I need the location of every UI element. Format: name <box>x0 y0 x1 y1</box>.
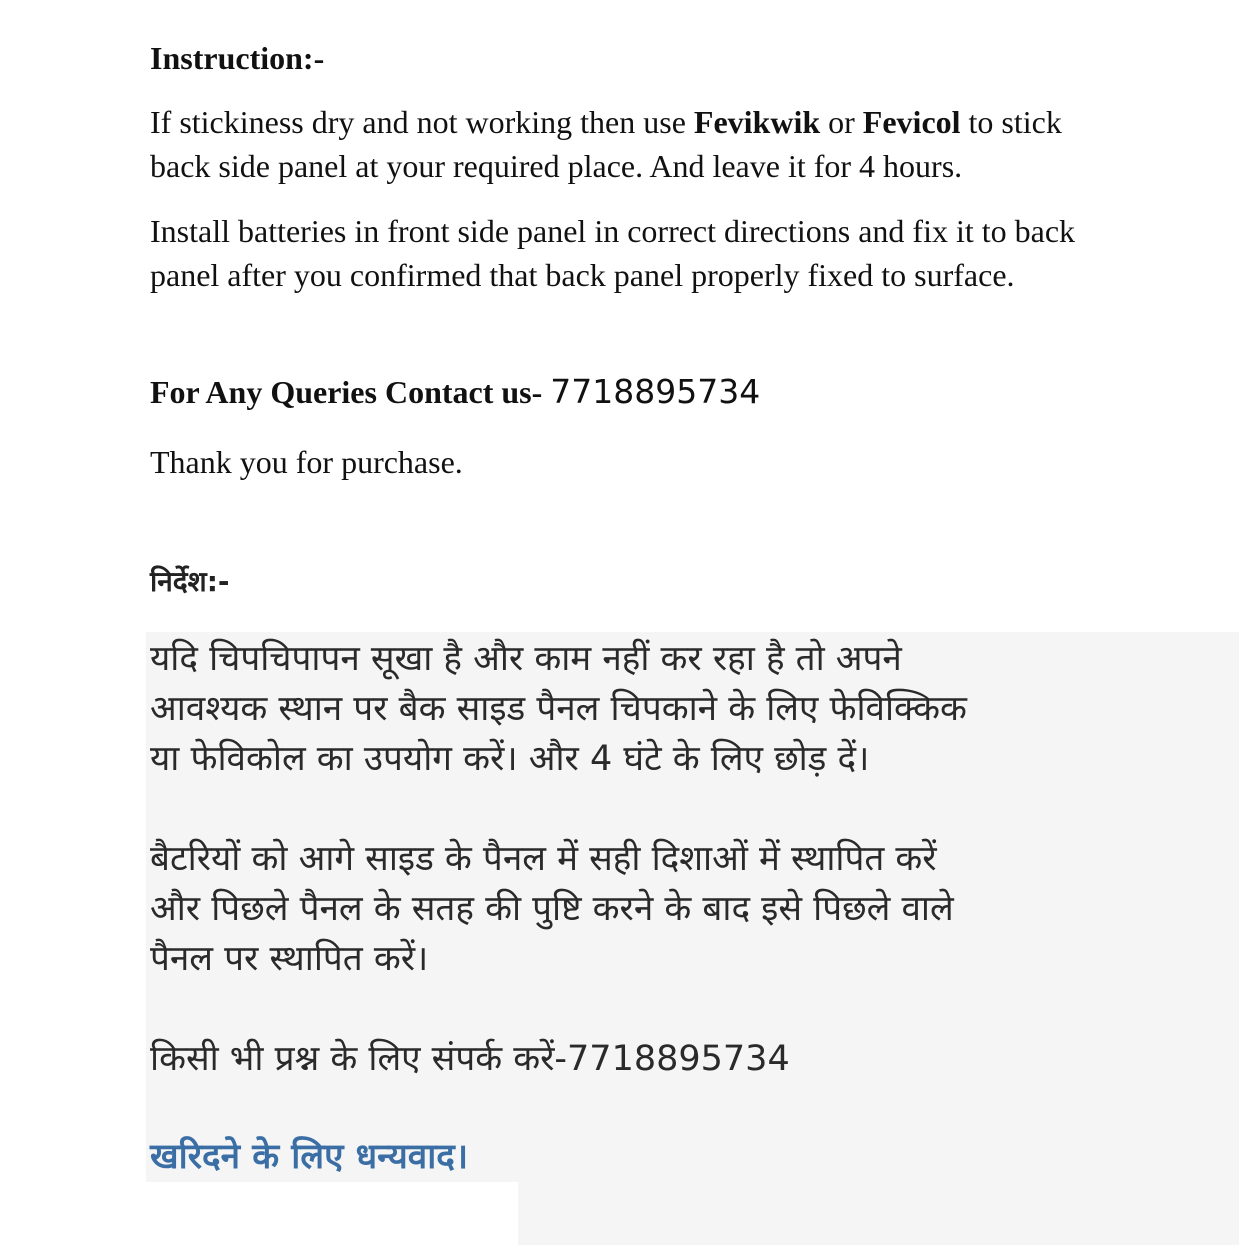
contact-phone: 7718895734 <box>550 372 761 411</box>
hindi-line: पैनल पर स्थापित करें। <box>150 939 429 979</box>
english-paragraph-adhesive <box>150 100 1110 188</box>
hindi-instruction-heading: निर्देश:- <box>150 565 230 598</box>
brand-fevicol: Fevicol <box>862 104 961 140</box>
paragraph-text: to stick back side panel at your required place. And leave it for 4 hours. <box>150 104 1062 184</box>
english-thank-you: Thank you for purchase. <box>150 444 463 480</box>
hindi-paragraph-batteries <box>150 834 1210 984</box>
background-corner <box>146 1182 518 1245</box>
hindi-paragraph-adhesive <box>150 634 1210 784</box>
hindi-line: और पिछले पैनल के सतह की पुष्टि करने के बाद इसे पिछले वाले <box>150 889 954 929</box>
hindi-contact-line: किसी भी प्रश्न के लिए संपर्क करें-7718895734 <box>150 1039 790 1079</box>
hindi-line: या फेविकोल का उपयोग करें। और 4 घंटे के लिए छोड़ दें। <box>150 739 870 779</box>
hindi-thank-you: खरिदने के लिए धन्यवाद। <box>150 1137 469 1177</box>
paragraph-text: or <box>820 104 863 140</box>
english-instruction-heading: Instruction:- <box>150 40 325 76</box>
hindi-line: यदि चिपचिपापन सूखा है और काम नहीं कर रहा है तो अपने <box>150 639 902 679</box>
paragraph-text: If stickiness dry and not working then use <box>150 104 694 140</box>
english-contact-line <box>150 370 760 414</box>
hindi-line: आवश्यक स्थान पर बैक साइड पैनल चिपकाने के लिए फेविक्किक <box>150 689 967 729</box>
brand-fevikwik: Fevikwik <box>693 104 821 140</box>
hindi-line: बैटरियों को आगे साइड के पैनल में सही दिशाओं में स्थापित करें <box>150 839 937 879</box>
english-paragraph-batteries: Install batteries in front side panel in correct directions and fix it to back panel after you confirmed that back panel properly fixed to surface. <box>150 213 1076 293</box>
contact-label: For Any Queries Contact us- <box>150 374 551 410</box>
